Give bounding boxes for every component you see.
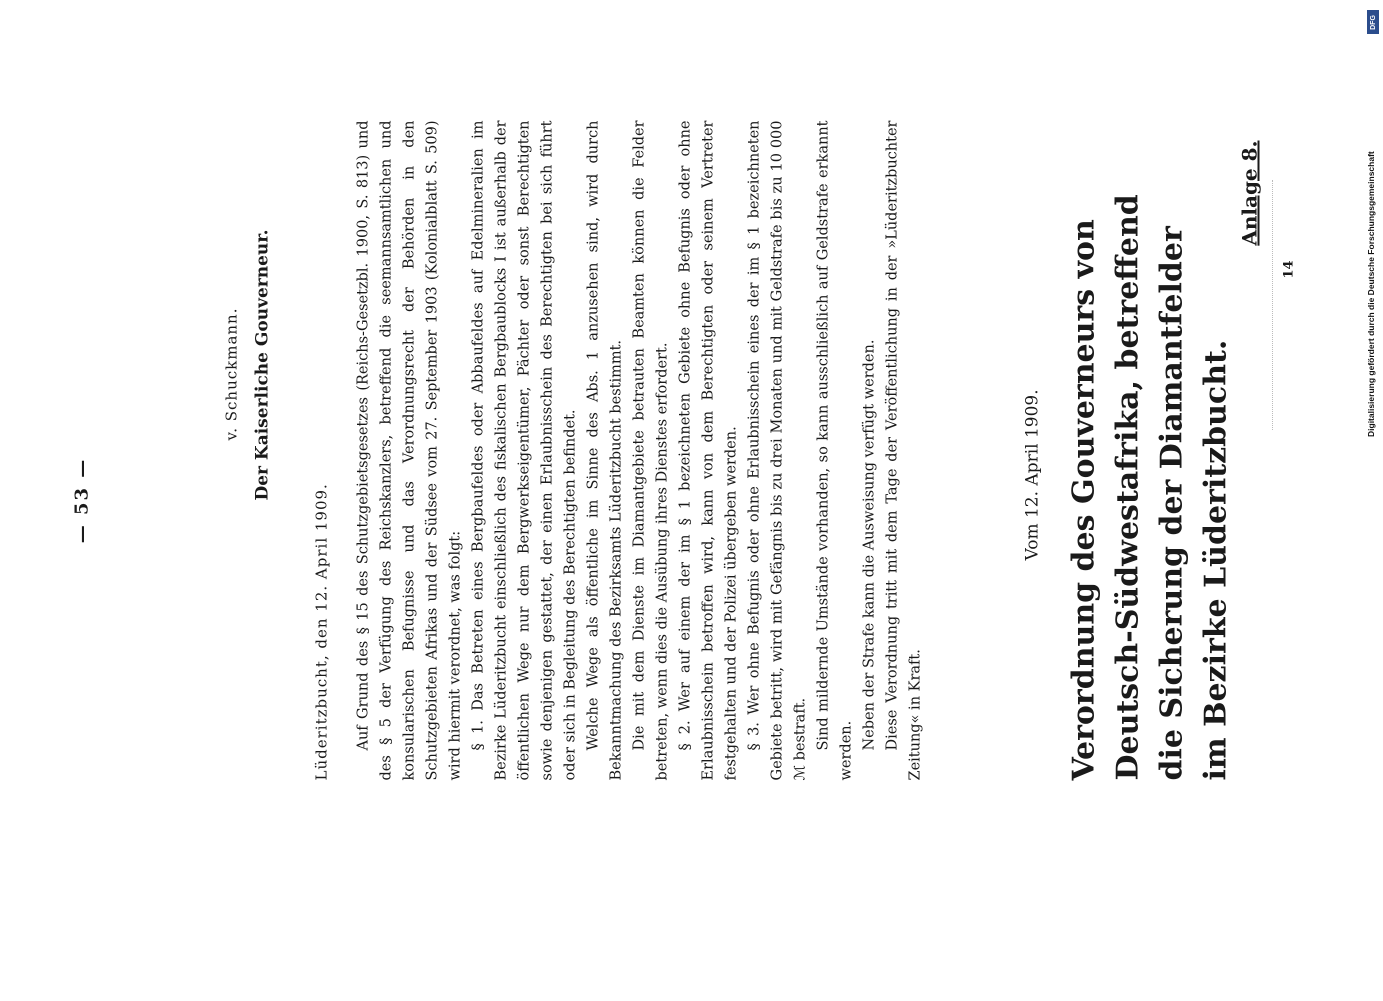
page-number: — 53 — xyxy=(71,457,93,544)
paragraph: Diese Verordnung tritt mit dem Tage der Veröffentlichung in der »Lüderitzbuchter Zeitung« in Kraft. xyxy=(884,120,924,781)
credit-text: Digitalisierung gefördert durch die Deutsche Forschungsgemeinschaft xyxy=(1366,151,1376,437)
paragraph: Neben der Strafe kann die Ausweisung verfügt werden. xyxy=(861,339,878,751)
dfg-logo-text: DFG xyxy=(1369,14,1377,30)
paragraph: § 1. Das Betreten eines Bergbaufeldes oder Abbaufeldes auf Edelmineralien im Bezirke Lüderitzbucht einschließlich des fiskalischen Bergbaublocks I ist außerhalb der öffentlichen Wege nur dem Bergwerkseigentümer, Pächter oder sonst Berechtigten sowie denjenigen gestattet, der einen Erlaubnisschein des Berechtigten bei sich führt oder sich in Begleitung des Berechtigten befindet. xyxy=(470,120,579,781)
document-body xyxy=(353,121,928,781)
paragraph: Auf Grund des § 15 des Schutzgebietsgesetzes (Reichs-Gesetzbl. 1900, S. 813) und des § 5 der Verfügung des Reichskanzlers, betreffend die seemannsamtlichen und konsularischen Befugnisse und das Verordnungsrecht der Behörden in den Schutzgebieten Afrikas und der Südsee vom 27. September 1903 (Kolonialblatt S. 509) wird hiermit verordnet, was folgt: xyxy=(355,120,464,781)
paragraph: Sind mildernde Umstände vorhanden, so kann ausschließlich auf Geldstrafe erkannt werden. xyxy=(815,120,855,781)
paragraph: § 2. Wer auf einem der im § 1 bezeichneten Gebiete ohne Befugnis oder ohne Erlaubnisschein betroffen wird, kann von dem Berechtigten oder seinem Vertreter festgehalten und der Polizei übergeben werden. xyxy=(677,120,740,781)
place-date: Lüderitzbucht, den 12. April 1909. xyxy=(312,483,331,781)
paragraph: Die mit dem Dienste im Diamantgebiete betrauten Beamten können die Felder betreten, wenn dies die Ausübung ihres Dienstes erfordert. xyxy=(631,120,671,781)
signer-title: Der Kaiserliche Gouverneur. xyxy=(252,229,273,501)
annex-label: Anlage 8. xyxy=(1237,140,1262,246)
paragraph: Welche Wege als öffentliche im Sinne des Abs. 1 anzusehen sind, wird durch Bekanntmachung des Bezirksamts Lüderitzbucht bestimmt. xyxy=(585,120,625,781)
page-content xyxy=(63,41,1323,961)
sheet-number: 14 xyxy=(1281,260,1297,279)
credit-strip xyxy=(1366,8,1380,437)
date-line: Vom 12. April 1909. xyxy=(1022,389,1043,561)
rotated-page xyxy=(0,1,1383,1001)
paragraph: § 3. Wer ohne Befugnis oder ohne Erlaubnisschein eines der im § 1 bezeichneten Gebiete betritt, wird mit Gefängnis bis zu drei Monaten und mit Geldstrafe bis zu 10 000 ℳ bestraft. xyxy=(746,120,809,781)
document-title: Verordnung des Gouverneurs von Deutsch-Südwestafrika, betreffend die Sicherung der Diamantfelder im Bezirke Lüderitzbucht. xyxy=(1066,194,1234,781)
fold-line xyxy=(1272,180,1274,430)
signer-name: v. Schuckmann. xyxy=(222,307,241,441)
